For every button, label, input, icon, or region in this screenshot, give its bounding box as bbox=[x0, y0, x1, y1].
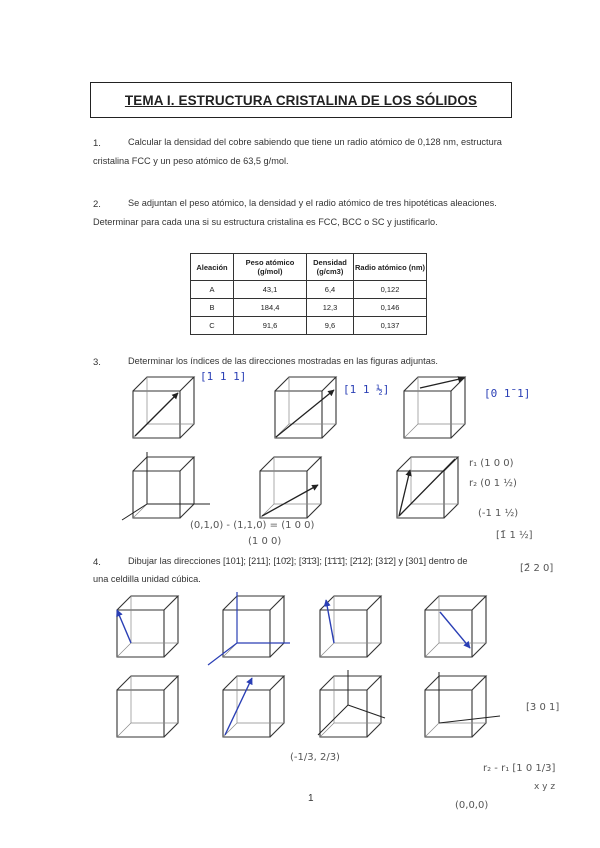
annotation-9: (1 0 0) bbox=[248, 536, 282, 547]
cube-q4-3 bbox=[320, 596, 381, 657]
table-cell: 9,6 bbox=[307, 317, 354, 335]
table-cell: B bbox=[191, 299, 234, 317]
table-cell: C bbox=[191, 317, 234, 335]
annotation-11: [3 0 1] bbox=[526, 702, 560, 713]
annotation-10: [2̄ 2 0] bbox=[520, 563, 554, 574]
cube-q3-2 bbox=[275, 377, 336, 438]
cube-q4-6 bbox=[223, 676, 284, 737]
table-cell: 43,1 bbox=[234, 281, 307, 299]
table-cell: 184,4 bbox=[234, 299, 307, 317]
table-cell: 91,6 bbox=[234, 317, 307, 335]
q3-number: 3. bbox=[93, 357, 101, 368]
cube-q3-3 bbox=[404, 377, 465, 438]
table-header: Peso atómico (g/mol) bbox=[234, 254, 307, 281]
table-header: Radio atómico (nm) bbox=[354, 254, 427, 281]
q1-line2: cristalina FCC y un peso atómico de 63,5 g/mol. bbox=[93, 156, 289, 166]
cube-q4-7 bbox=[318, 670, 385, 737]
cube-q3-1 bbox=[133, 377, 194, 438]
annotation-15: (-1/3, 2/3) bbox=[290, 752, 340, 763]
cube-q4-8 bbox=[425, 672, 500, 737]
q4-line1: Dibujar las direcciones [101]; [211]; [10̄2]; [3̄1̄3]; [1̄1̄1̄]; [2̄12]; [31̄2] y [301] dentro de bbox=[128, 556, 468, 566]
cube-q4-4 bbox=[425, 596, 486, 657]
q1-line1: Calcular la densidad del cobre sabiendo que tiene un radio atómico de 0,128 nm, estructura bbox=[128, 137, 502, 147]
page-title: TEMA I. ESTRUCTURA CRISTALINA DE LOS SÓLIDOS bbox=[124, 92, 478, 108]
table-header: Aleación bbox=[191, 254, 234, 281]
cube-q4-1 bbox=[117, 596, 178, 657]
table-cell: 0,146 bbox=[354, 299, 427, 317]
cube-q3-6 bbox=[397, 457, 458, 518]
cube-q3-5 bbox=[260, 457, 321, 518]
table-header: Densidad (g/cm3) bbox=[307, 254, 354, 281]
annotation-13: x y z bbox=[534, 782, 556, 792]
cube-q4-2 bbox=[208, 592, 290, 665]
annotation-14: (0,0,0) bbox=[455, 800, 489, 811]
q1-number: 1. bbox=[93, 138, 101, 149]
q2-line1: Se adjuntan el peso atómico, la densidad y el radio atómico de tres hipotéticas aleaciones. bbox=[128, 198, 497, 208]
annotation-7: [1̄ 1 ½] bbox=[496, 530, 533, 541]
cube-q4-5 bbox=[117, 676, 178, 737]
page-number: 1 bbox=[308, 793, 314, 804]
q2-line2: Determinar para cada una si su estructura cristalina es FCC, BCC o SC y justificarlo. bbox=[93, 217, 438, 227]
q2-number: 2. bbox=[93, 199, 101, 210]
q4-line2: una celdilla unidad cúbica. bbox=[93, 574, 201, 584]
annotation-6: (-1 1 ½) bbox=[478, 508, 519, 519]
annotation-3: [0 1̄ 1] bbox=[484, 387, 531, 400]
annotation-8: (0,1,0) - (1,1,0) = (1 0 0) bbox=[190, 520, 315, 531]
q3-text: Determinar los índices de las direcciones mostradas en las figuras adjuntas. bbox=[128, 356, 438, 366]
annotation-4: r₁ (1 0 0) bbox=[469, 458, 514, 469]
annotation-2: [1 1 ½] bbox=[343, 383, 390, 396]
table-cell: A bbox=[191, 281, 234, 299]
annotation-12: r₂ - r₁ [1 0 1/3] bbox=[483, 763, 556, 774]
table-cell: 0,137 bbox=[354, 317, 427, 335]
q4-number: 4. bbox=[93, 557, 101, 568]
table-cell: 6,4 bbox=[307, 281, 354, 299]
annotation-5: r₂ (0 1 ½) bbox=[469, 478, 517, 489]
annotation-1: [1 1 1] bbox=[200, 370, 247, 383]
table-cell: 12,3 bbox=[307, 299, 354, 317]
cube-q3-4 bbox=[122, 452, 210, 520]
table-cell: 0,122 bbox=[354, 281, 427, 299]
